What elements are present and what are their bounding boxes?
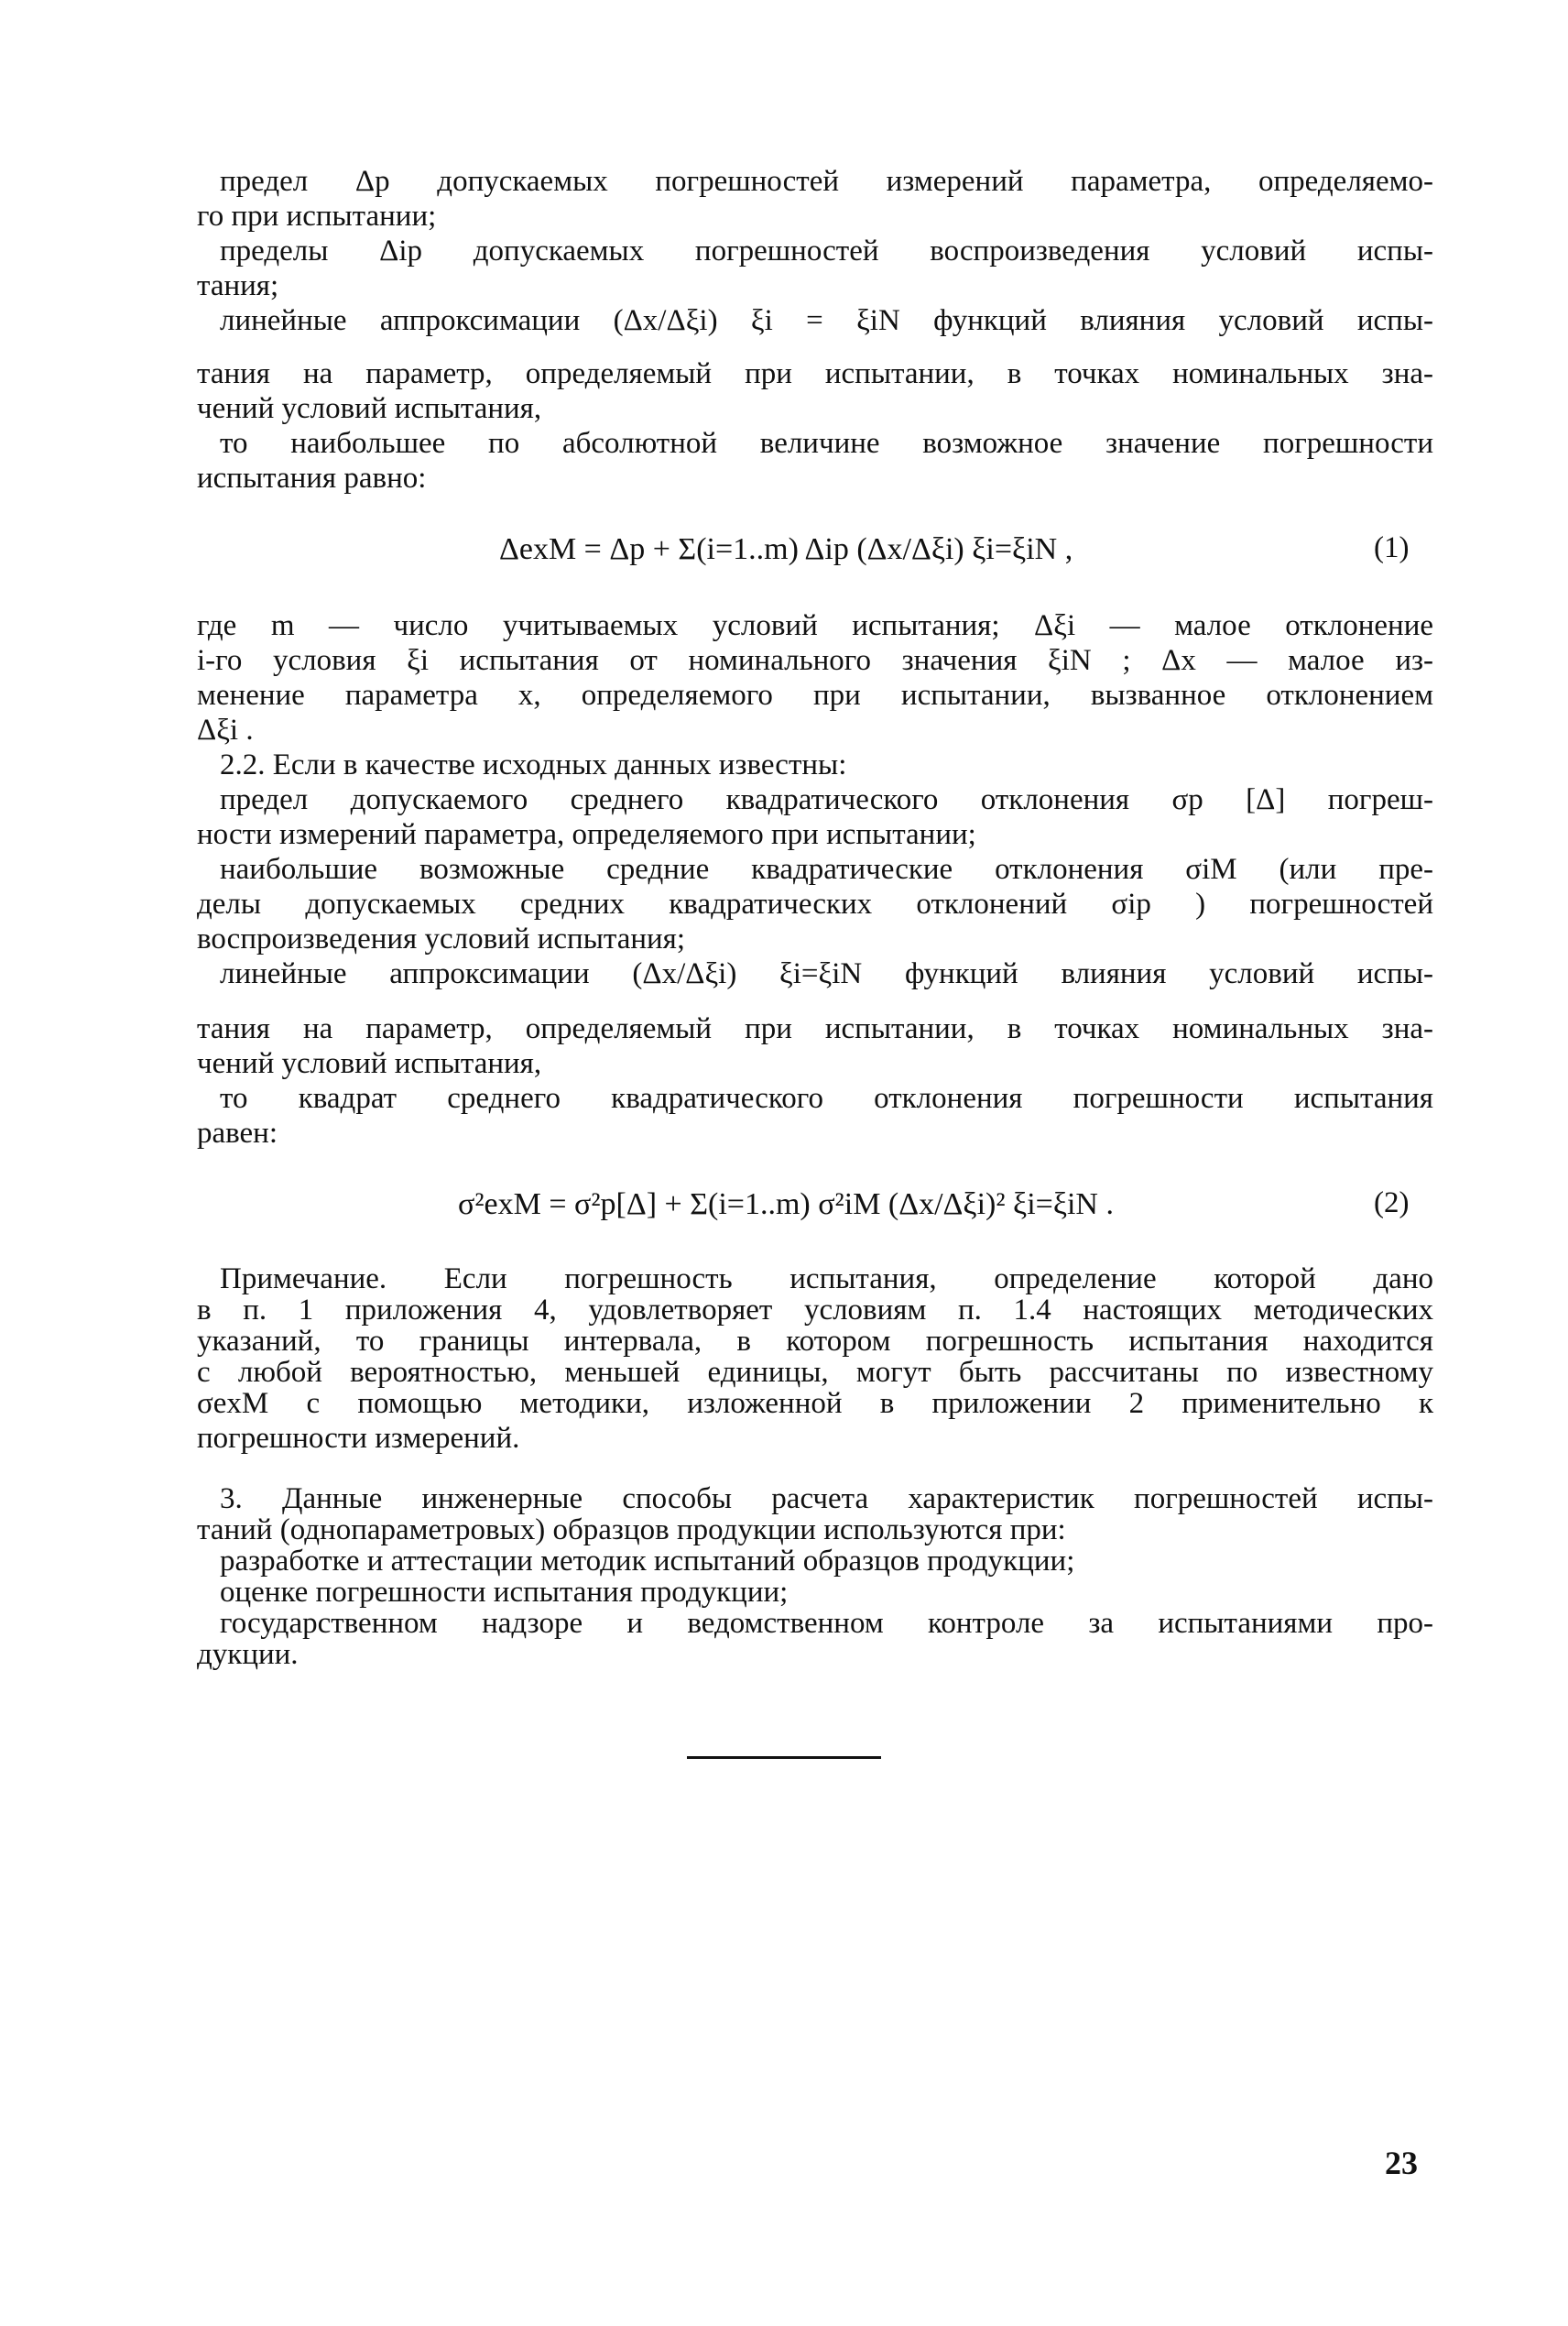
text-line: чений условий испытания, (197, 392, 542, 425)
text-line: предел Δp допускаемых погрешностей измерений параметра, определяемо- (220, 165, 1433, 198)
text-line: менение параметра x, определяемого при испытании, вызванное отклонением (197, 679, 1433, 712)
text-line: указаний, то границы интервала, в котором погрешность испытания находится (197, 1325, 1433, 1358)
text-line: таний (однопараметровых) образцов продукции используются при: (197, 1513, 1066, 1546)
divider (687, 1756, 881, 1759)
text-line: то квадрат среднего квадратического отклонения погрешности испытания (220, 1082, 1433, 1115)
text-line: линейные аппроксимации (Δx/Δξi) ξi=ξiN функций влияния условий испы- (220, 957, 1433, 990)
text-line: чений условий испытания, (197, 1047, 542, 1080)
text-line: тания; (197, 269, 279, 302)
text-line: дукции. (197, 1638, 299, 1671)
text-line: делы допускаемых средних квадратических отклонений σip ) погрешностей (197, 888, 1433, 921)
text-line: в п. 1 приложения 4, удовлетворяет условиям п. 1.4 настоящих методических (197, 1294, 1433, 1327)
text-line: испытания равно: (197, 462, 427, 495)
text-line: с любой вероятностью, меньшей единицы, могут быть рассчитаны по известному (197, 1356, 1433, 1389)
equation-2: σ²exM = σ²p[Δ] + Σ(i=1..m) σ²iM (Δx/Δξi)² ξi=ξiN . (458, 1187, 1114, 1221)
section-heading: 2.2. Если в качестве исходных данных известны: (220, 748, 847, 781)
text-line: пределы Δip допускаемых погрешностей воспроизведения условий испы- (220, 235, 1433, 268)
text-line: тания на параметр, определяемый при испытании, в точках номинальных зна- (197, 1012, 1433, 1045)
text-line: равен: (197, 1117, 278, 1150)
text-line: предел допускаемого среднего квадратического отклонения σp [Δ] погреш- (220, 783, 1433, 816)
text-line: погрешности измерений. (197, 1422, 520, 1455)
text-line: воспроизведения условий испытания; (197, 923, 686, 956)
list-item: государственном надзоре и ведомственном контроле за испытаниями про- (220, 1607, 1433, 1640)
text-line: i-го условия ξi испытания от номинального значения ξiN ; Δx — малое из- (197, 644, 1433, 677)
text-line: ности измерений параметра, определяемого при испытании; (197, 818, 976, 851)
note-line: Примечание. Если погрешность испытания, определение которой дано (220, 1262, 1433, 1295)
text-line: то наибольшее по абсолютной величине возможное значение погрешности (220, 427, 1433, 460)
text-line: где m — число учитываемых условий испытания; Δξi — малое отклонение (197, 609, 1433, 642)
equation-2-number: (2) (1374, 1186, 1410, 1219)
list-item: оценке погрешности испытания продукции; (220, 1576, 789, 1609)
page-number: 23 (1385, 2145, 1418, 2181)
text-line: 3. Данные инженерные способы расчета характеристик погрешностей испы- (220, 1482, 1433, 1515)
list-item: разработке и аттестации методик испытаний образцов продукции; (220, 1545, 1075, 1578)
text-line: линейные аппроксимации (Δx/Δξi) ξi = ξiN функций влияния условий испы- (220, 304, 1433, 337)
equation-1-number: (1) (1374, 531, 1410, 564)
text-line: тания на параметр, определяемый при испытании, в точках номинальных зна- (197, 357, 1433, 390)
text-line: го при испытании; (197, 200, 437, 233)
text-line: наибольшие возможные средние квадратические отклонения σiM (или пре- (220, 853, 1433, 886)
text-line: Δξi . (197, 714, 254, 747)
text-line: σexM с помощью методики, изложенной в приложении 2 применительно к (197, 1387, 1433, 1420)
equation-1: ΔexM = Δp + Σ(i=1..m) Δip (Δx/Δξi) ξi=ξiN , (499, 532, 1073, 566)
